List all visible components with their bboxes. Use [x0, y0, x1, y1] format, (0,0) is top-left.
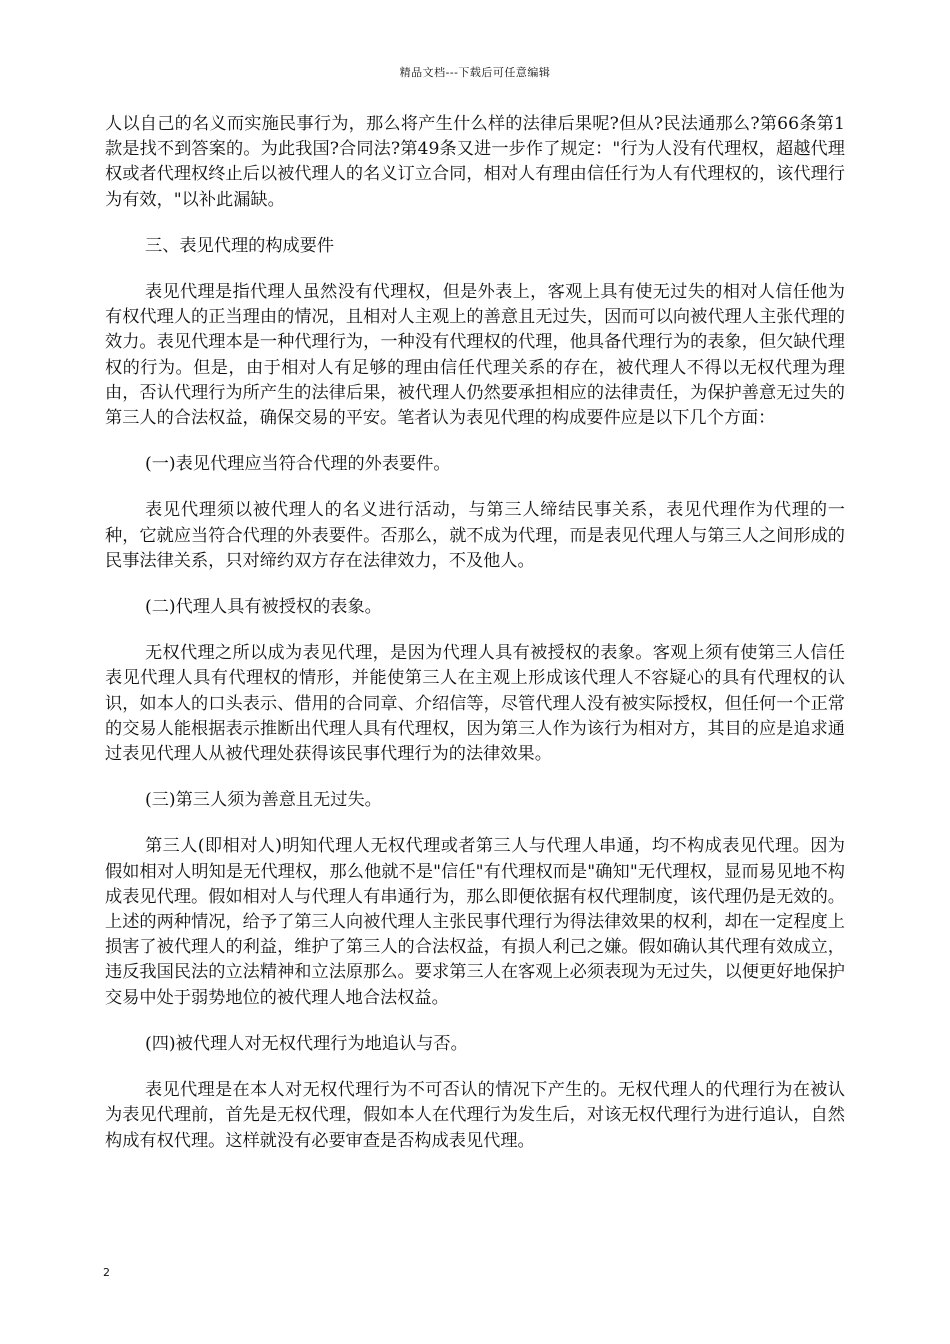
- document-body: [105, 112, 845, 1175]
- section-heading: 三、表见代理的构成要件: [145, 235, 335, 256]
- paragraph-continuation: 人以自己的名义而实施民事行为，那么将产生什么样的法律后果呢?但从?民法通那么?第66条第1款是找不到答案的。为此我国?合同法?第49条又进一步作了规定："行为人没有代理权，超越代理权或者代理权终止后以被代理人的名义订立合同，相对人有理由信任行为人有代理权的，该代理行为有效，"以补此漏缺。: [105, 114, 845, 210]
- page-header: 精品文档---下载后可任意编辑: [399, 66, 551, 79]
- paragraph: 第三人(即相对人)明知代理人无权代理或者第三人与代理人串通，均不构成表见代理。因为假如相对人明知是无代理权，那么他就不是"信任"有代理权而是"确知"无代理权，显而易见地不构成表见代理。假如相对人与代理人有串通行为，那么即便依据有权代理制度，该代理仍是无效的。上述的两种情况，给予了第三人向被代理人主张民事代理行为得法律效果的权利，却在一定程度上损害了被代理人的利益，维护了第三人的合法权益，有损人利己之嫌。假如确认其代理有效成立，违反我国民法的立法精神和立法原那么。要求第三人在客观上必须表现为无过失，以便更好地保护交易中处于弱势地位的被代理人地合法权益。: [105, 836, 845, 1008]
- paragraph: 表见代理是指代理人虽然没有代理权，但是外表上，客观上具有使无过失的相对人信任他为有权代理人的正当理由的情况，且相对人主观上的善意且无过失，因而可以向被代理人主张代理的效力。表见代理本是一种代理行为，一种没有代理权的代理，他具备代理行为的表象，但欠缺代理权的行为。但是，由于相对人有足够的理由信任代理关系的存在，被代理人不得以无权代理为理由，否认代理行为所产生的法律后果，被代理人仍然要承担相应的法律责任，为保护善意无过失的第三人的合法权益，确保交易的平安。笔者认为表见代理的构成要件应是以下几个方面：: [105, 282, 845, 429]
- paragraph: 无权代理之所以成为表见代理，是因为代理人具有被授权的表象。客观上须有使第三人信任表见代理人具有代理权的情形，并能使第三人在主观上形成该代理人不容疑心的具有代理权的认识，如本人的口头表示、借用的合同章、介绍信等，尽管代理人没有被实际授权，但任何一个正常的交易人能根据表示推断出代理人具有代理权，因为第三人作为该行为相对方，其目的应是追求通过表见代理人从被代理处获得该民事代理行为的法律效果。: [105, 643, 845, 765]
- paragraph: 表见代理须以被代理人的名义进行活动，与第三人缔结民事关系，表见代理作为代理的一种，它就应当符合代理的外表要件。否那么，就不成为代理，而是表见代理人与第三人之间形成的民事法律关系，只对缔约双方存在法律效力，不及他人。: [105, 500, 845, 571]
- paragraph: 表见代理是在本人对无权代理行为不可否认的情况下产生的。无权代理人的代理行为在被认为表见代理前，首先是无权代理，假如本人在代理行为发生后，对该无权代理行为进行追认，自然构成有权代理。这样就没有必要审查是否构成表见代理。: [105, 1080, 845, 1151]
- subsection-heading: (一)表见代理应当符合代理的外表要件。: [145, 454, 451, 475]
- subsection-heading: (四)被代理人对无权代理行为地追认与否。: [145, 1033, 468, 1054]
- subsection-heading: (二)代理人具有被授权的表象。: [145, 597, 382, 618]
- page-number: 2: [103, 1266, 110, 1279]
- subsection-heading: (三)第三人须为善意且无过失。: [145, 790, 382, 811]
